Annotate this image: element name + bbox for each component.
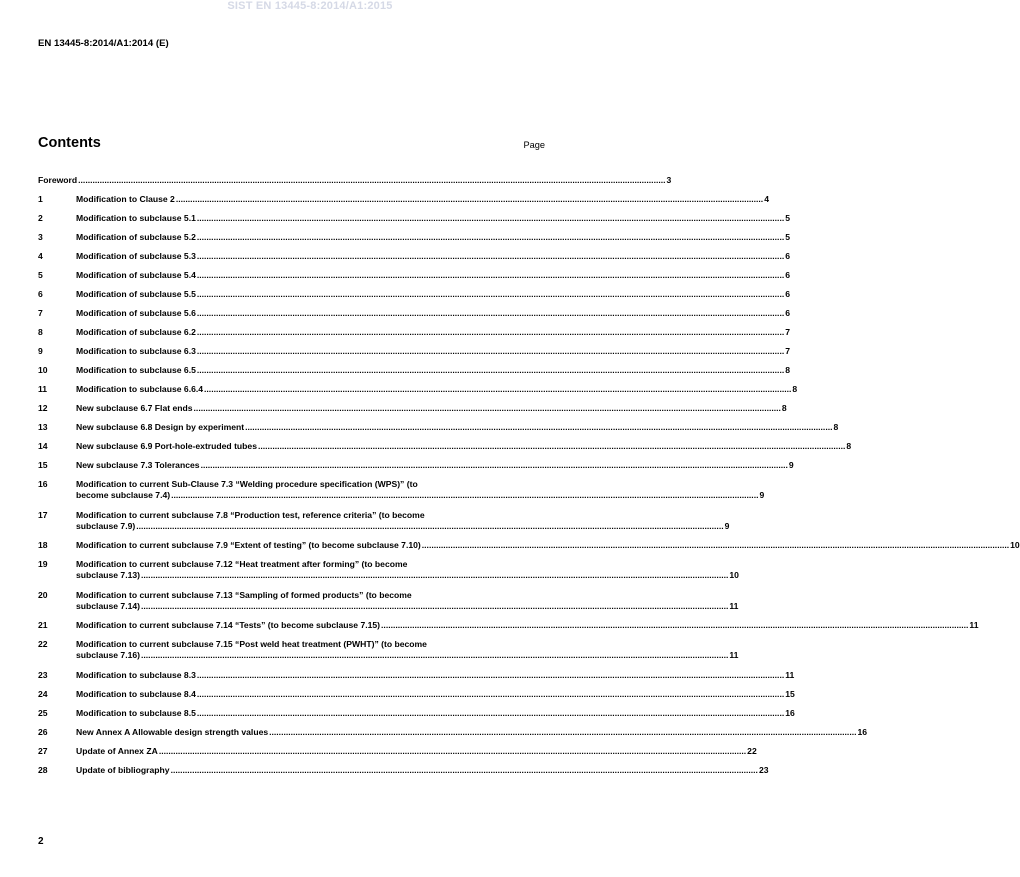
toc-entry-page: 9 xyxy=(759,490,765,500)
toc-entry-number: 27 xyxy=(38,745,48,756)
dot-leader xyxy=(141,650,728,661)
toc-entry-number: 2 xyxy=(38,213,43,223)
toc-entry-page: 4 xyxy=(764,194,769,204)
toc-entry-page: 7 xyxy=(785,346,790,356)
toc-entry-page: 7 xyxy=(785,327,790,337)
toc-entry-title: subclause 7.9) xyxy=(76,520,136,531)
dot-leader xyxy=(197,689,784,700)
toc-entry-number: 19 xyxy=(38,559,48,569)
toc-entry[interactable] xyxy=(38,289,790,308)
toc-entry-number: 12 xyxy=(38,403,48,413)
toc-entry-page: 9 xyxy=(788,460,794,470)
toc-entry[interactable] xyxy=(38,403,787,422)
dot-leader xyxy=(197,708,784,719)
toc-entry[interactable] xyxy=(38,232,790,251)
toc-entry-title: Modification to subclause 8.5 xyxy=(76,707,196,718)
dot-leader xyxy=(197,327,784,338)
toc-entry-number: 15 xyxy=(38,460,48,470)
dot-leader xyxy=(159,746,746,757)
toc-entry-page: 16 xyxy=(785,707,795,718)
toc-entry-title: Modification to subclause 8.3 xyxy=(76,669,196,680)
toc-entry-page: 6 xyxy=(785,270,790,280)
dot-leader xyxy=(141,570,728,581)
toc-entry[interactable] xyxy=(38,441,852,460)
toc-entry-title: Modification to current subclause 7.8 “Production test, reference criteria” (to become xyxy=(76,509,425,520)
dot-leader xyxy=(176,194,763,205)
toc-entry[interactable] xyxy=(38,688,795,708)
toc-entry[interactable] xyxy=(38,745,757,765)
toc-entry[interactable] xyxy=(38,270,790,289)
toc-entry[interactable] xyxy=(38,639,739,670)
toc-entry-title: Modification to subclause 6.3 xyxy=(76,346,196,356)
contents-title: Contents xyxy=(38,135,101,151)
toc-entry-page: 6 xyxy=(785,308,790,318)
toc-entry-title: Foreword xyxy=(38,175,78,185)
toc-entry-title: Modification to current subclause 7.15 “Post weld heat treatment (PWHT)” (to become xyxy=(76,639,427,649)
toc-entry[interactable] xyxy=(38,194,769,213)
toc-entry-number: 8 xyxy=(38,327,43,337)
toc-entry-page: 11 xyxy=(969,620,979,630)
page-number: 2 xyxy=(38,836,44,847)
toc-entry[interactable] xyxy=(38,726,868,746)
toc-entry-title: Modification to subclause 5.1 xyxy=(76,213,196,223)
dot-leader xyxy=(136,521,723,532)
dot-leader xyxy=(197,213,784,224)
toc-entry-page: 23 xyxy=(758,764,769,775)
toc-entry-page: 8 xyxy=(833,422,839,432)
watermark: SIST EN 13445-8:2014/A1:2015 xyxy=(227,0,393,12)
dot-leader xyxy=(197,670,784,681)
dot-leader xyxy=(194,403,781,414)
toc-entry[interactable] xyxy=(38,251,790,270)
toc-entry-foreword[interactable] xyxy=(38,175,672,194)
toc-entry-title: New subclause 6.7 Flat ends xyxy=(76,403,193,413)
dot-leader xyxy=(422,540,1009,551)
toc-entry[interactable] xyxy=(38,213,790,232)
toc-entry-page: 8 xyxy=(781,403,787,413)
toc-entry-number: 13 xyxy=(38,422,48,432)
toc-entry-page: 6 xyxy=(785,251,790,261)
toc-entry-page: 5 xyxy=(785,213,790,223)
dot-leader xyxy=(197,270,784,281)
toc-entry-title: New subclause 6.8 Design by experiment xyxy=(76,422,245,432)
toc-entry-title: Modification of subclause 5.6 xyxy=(76,308,196,318)
toc-entry-number: 7 xyxy=(38,308,43,318)
dot-leader xyxy=(245,422,832,433)
toc-entry-number: 18 xyxy=(38,540,48,550)
toc-entry[interactable] xyxy=(38,384,798,403)
toc-entry[interactable] xyxy=(38,707,795,727)
toc-entry-title: Modification to subclause 6.6.4 xyxy=(76,384,204,394)
dot-leader xyxy=(171,765,758,776)
toc-entry-page: 15 xyxy=(785,688,795,699)
toc-entry-page: 9 xyxy=(724,520,730,531)
toc-entry-number: 28 xyxy=(38,764,48,775)
toc-entry[interactable] xyxy=(38,509,730,541)
toc-entry-title: Modification to current subclause 7.13 “Sampling of formed products” (to become xyxy=(76,589,412,600)
toc-entry-number: 3 xyxy=(38,232,43,242)
toc-entry-title: Update of bibliography xyxy=(76,764,170,775)
toc-entry-number: 17 xyxy=(38,509,48,520)
toc-entry[interactable] xyxy=(38,764,769,784)
dot-leader xyxy=(197,232,784,243)
toc-entry-title: Modification of subclause 5.4 xyxy=(76,270,196,280)
toc-entry[interactable] xyxy=(38,308,790,327)
toc-entry-title: Modification to subclause 8.4 xyxy=(76,688,196,699)
dot-leader xyxy=(269,727,856,738)
toc-entry[interactable] xyxy=(38,559,739,590)
page-column-label: Page xyxy=(523,140,545,150)
toc-entry-title: Modification to current subclause 7.14 “Tests” (to become subclause 7.15) xyxy=(76,620,381,630)
toc-entry-number: 14 xyxy=(38,441,48,451)
toc-entry-number: 22 xyxy=(38,639,48,649)
dot-leader xyxy=(201,460,788,471)
toc-entry[interactable] xyxy=(38,346,790,365)
toc-entry-number: 6 xyxy=(38,289,43,299)
dot-leader xyxy=(197,346,784,357)
toc-entry-number: 25 xyxy=(38,707,48,718)
toc-entry-title: Modification to Clause 2 xyxy=(76,194,175,204)
toc-entry-title: subclause 7.16) xyxy=(76,650,141,660)
toc-entry-number: 16 xyxy=(38,479,48,489)
toc-entry-page: 22 xyxy=(747,745,757,756)
toc-entry-page: 3 xyxy=(666,175,672,185)
dot-leader xyxy=(141,601,728,612)
dot-leader xyxy=(381,620,968,631)
toc-entry-title: Modification of subclause 5.3 xyxy=(76,251,196,261)
toc-entry-page: 10 xyxy=(729,570,739,580)
dot-leader xyxy=(171,490,758,501)
dot-leader xyxy=(78,175,665,186)
toc-entry-number: 20 xyxy=(38,589,48,600)
toc-entry-title: New subclause 7.3 Tolerances xyxy=(76,460,200,470)
dot-leader xyxy=(197,308,784,319)
toc-entry-title: Modification of subclause 6.2 xyxy=(76,327,196,337)
toc-entry-number: 21 xyxy=(38,620,48,630)
dot-leader xyxy=(258,441,845,452)
toc-entry-page: 11 xyxy=(785,669,795,680)
dot-leader xyxy=(197,365,784,376)
toc-entry-title: Modification to subclause 6.5 xyxy=(76,365,196,375)
toc-entry-page: 11 xyxy=(729,600,739,611)
toc-entry-title: Modification of subclause 5.2 xyxy=(76,232,196,242)
document-header: EN 13445-8:2014/A1:2014 (E) xyxy=(38,38,169,49)
toc-entry-title: New subclause 6.9 Port-hole-extruded tubes xyxy=(76,441,257,451)
toc-entry-number: 1 xyxy=(38,194,43,204)
toc-entry-number: 5 xyxy=(38,270,43,280)
toc-entry-title: Modification to current Sub-Clause 7.3 “Welding procedure specification (WPS)” (to xyxy=(76,479,418,489)
toc-entry-page: 6 xyxy=(785,289,790,299)
dot-leader xyxy=(204,384,791,395)
toc-entry-page: 16 xyxy=(857,726,868,737)
toc-entry-number: 11 xyxy=(38,384,48,394)
toc-entry-title: Modification to current subclause 7.12 “Heat treatment after forming” (to become xyxy=(76,559,408,569)
toc-entry[interactable] xyxy=(38,540,1020,559)
toc-entry-title: become subclause 7.4) xyxy=(76,490,171,500)
toc-entry[interactable] xyxy=(38,327,790,346)
toc-entry-page: 10 xyxy=(1010,540,1020,550)
toc-entry-title: subclause 7.13) xyxy=(76,570,141,580)
toc-entry-number: 26 xyxy=(38,726,48,737)
toc-entry[interactable] xyxy=(38,620,979,639)
toc-entry-number: 9 xyxy=(38,346,43,356)
toc-entry[interactable] xyxy=(38,365,790,384)
toc-entry-title: Update of Annex ZA xyxy=(76,745,158,756)
toc-entry-page: 11 xyxy=(729,650,739,660)
toc-entry[interactable] xyxy=(38,460,794,479)
toc-entry-page: 8 xyxy=(846,441,852,451)
toc-entry-page: 8 xyxy=(785,365,790,375)
toc-entry-title: Modification to current subclause 7.9 “Extent of testing” (to become subclause 7.10) xyxy=(76,540,421,550)
toc-entry-page: 5 xyxy=(785,232,790,242)
toc-entry-page: 8 xyxy=(792,384,798,394)
toc-entry[interactable] xyxy=(38,422,839,441)
toc-entry-number: 4 xyxy=(38,251,43,261)
dot-leader xyxy=(197,251,784,262)
toc-entry[interactable] xyxy=(38,479,765,510)
toc-entry[interactable] xyxy=(38,669,795,689)
table-of-contents xyxy=(38,175,1020,784)
toc-entry-number: 23 xyxy=(38,669,48,680)
toc-entry-title: subclause 7.14) xyxy=(76,600,141,611)
toc-entry-title: Modification of subclause 5.5 xyxy=(76,289,196,299)
dot-leader xyxy=(197,289,784,300)
toc-entry-title: New Annex A Allowable design strength values xyxy=(76,726,269,737)
toc-entry-number: 24 xyxy=(38,688,48,699)
toc-entry-number: 10 xyxy=(38,365,48,375)
toc-entry[interactable] xyxy=(38,589,739,621)
